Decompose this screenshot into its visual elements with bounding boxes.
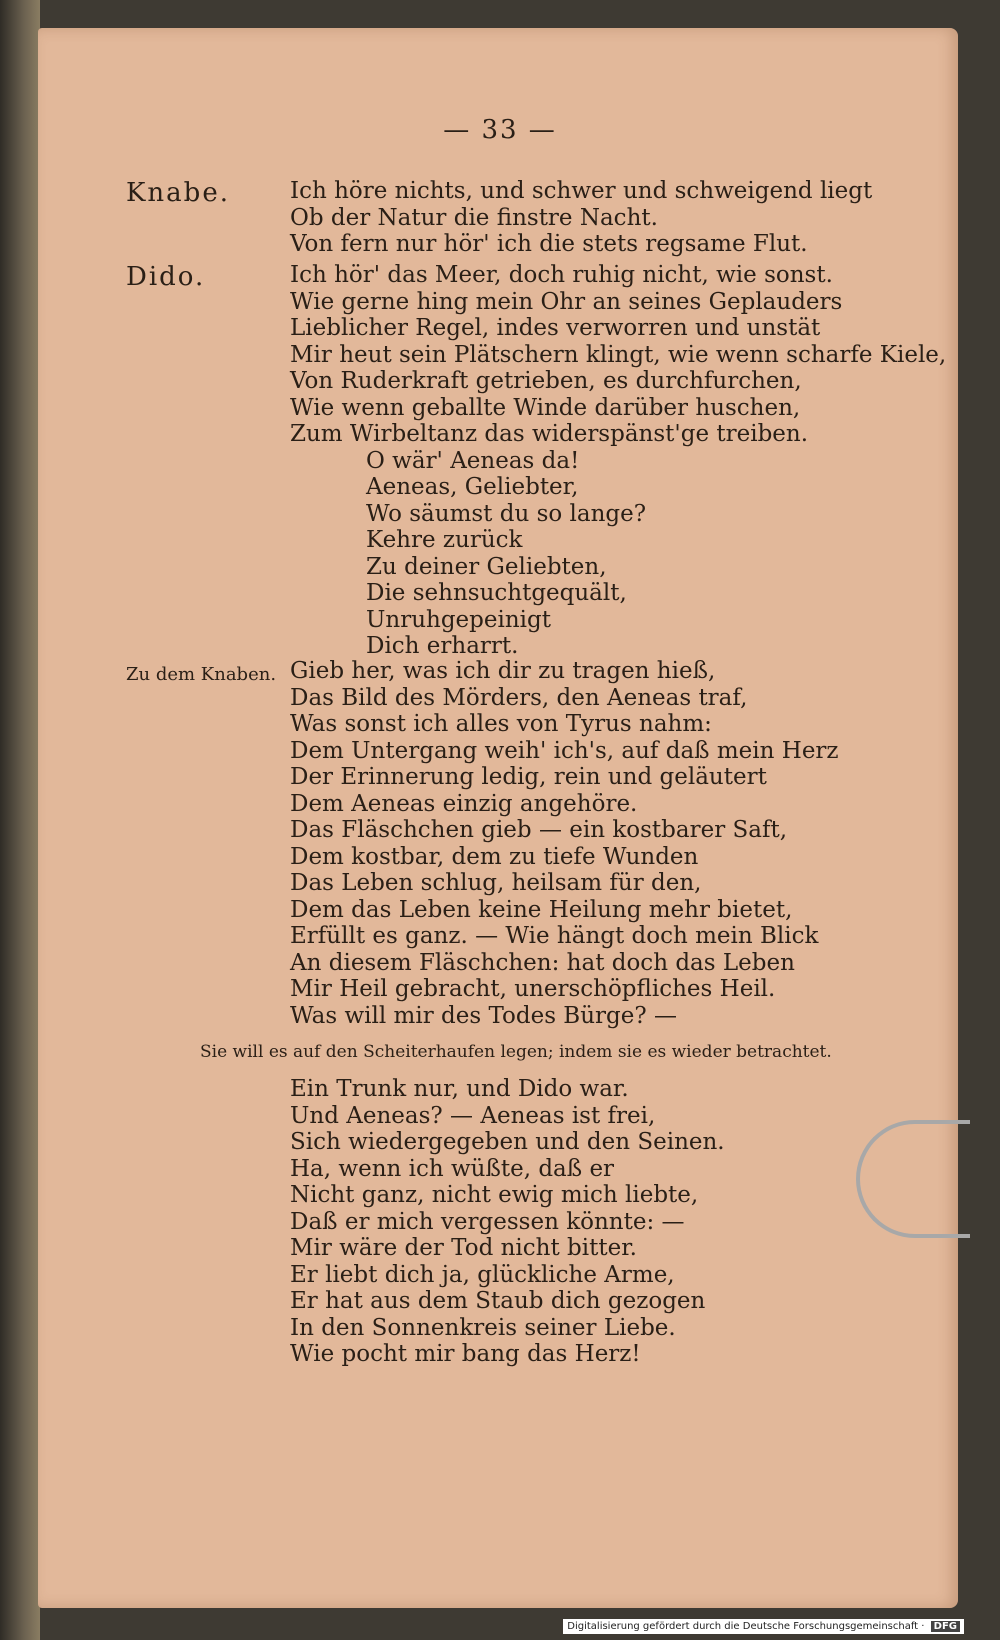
verse-line: Das Leben schlug, heilsam für den, <box>290 870 702 896</box>
section2-lines <box>290 262 946 660</box>
verse-line: Das Fläschchen gieb — ein kostbarer Saft, <box>290 817 788 843</box>
indented-verse-line: Kehre zurück <box>366 527 523 553</box>
verse-line: Sich wiedergegeben und den Seinen. <box>290 1129 725 1155</box>
speaker-knabe: Knabe. <box>126 178 230 208</box>
verse-line: Wie gerne hing mein Ohr an seines Geplauders <box>290 288 843 315</box>
indented-verse-line: O wär' Aeneas da! <box>366 447 580 474</box>
indented-verse-line: Unruhgepeinigt <box>366 606 551 633</box>
verse-line: Wie pocht mir bang das Herz! <box>290 1341 641 1367</box>
speaker-direction-zu-dem-knaben: Zu dem Knaben. <box>126 664 277 685</box>
verse-line: Ha, wenn ich wüßte, daß er <box>290 1155 615 1182</box>
verse-line: Mir heut sein Plätschern klingt, wie wenn scharfe Kiele, <box>290 341 947 368</box>
section3-lines <box>290 658 839 1029</box>
indented-verse-line: Zu deiner Geliebten, <box>366 553 607 580</box>
verse-line: Erfüllt es ganz. — Wie hängt doch mein Blick <box>290 923 819 949</box>
digitization-credit <box>563 1619 964 1634</box>
verse-line: Was sonst ich alles von Tyrus nahm: <box>290 711 712 737</box>
verse-line: Zum Wirbeltanz das widerspänst'ge treiben. <box>290 421 809 447</box>
indented-verse-line: Dich erharrt. <box>366 633 519 659</box>
stage-direction: Sie will es auf den Scheiterhaufen legen; indem sie es wieder betrachtet. <box>200 1042 832 1062</box>
verse-line: Dem Untergang weih' ich's, auf daß mein Herz <box>290 737 839 764</box>
verse-line: Und Aeneas? — Aeneas ist frei, <box>290 1102 656 1129</box>
verse-line: Was will mir des Todes Bürge? — <box>290 1002 677 1029</box>
indented-verse-line: Die sehnsuchtgequält, <box>366 580 627 606</box>
verse-line: Ob der Natur die finstre Nacht. <box>290 204 658 231</box>
verse-line: Von Ruderkraft getrieben, es durchfurchen, <box>290 368 802 394</box>
indented-verse-line: Aeneas, Geliebter, <box>366 474 579 500</box>
page-number: — 33 — <box>443 115 557 145</box>
verse-line: Der Erinnerung ledig, rein und geläutert <box>290 764 767 790</box>
section1-lines <box>290 178 872 258</box>
paper-clip <box>856 1120 970 1238</box>
verse-line: Wie wenn geballte Winde darüber huschen, <box>290 394 801 421</box>
verse-line: Dem kostbar, dem zu tiefe Wunden <box>290 843 699 870</box>
verse-line: Mir Heil gebracht, unerschöpfliches Heil. <box>290 976 776 1002</box>
verse-line: Nicht ganz, nicht ewig mich liebte, <box>290 1182 699 1208</box>
verse-line: Er hat aus dem Staub dich gezogen <box>290 1288 706 1314</box>
verse-line: Gieb her, was ich dir zu tragen hieß, <box>290 658 716 684</box>
verse-line: Ich hör' das Meer, doch ruhig nicht, wie sonst. <box>290 262 833 288</box>
verse-line: An diesem Fläschchen: hat doch das Leben <box>290 949 795 976</box>
verse-line: Daß er mich vergessen könnte: — <box>290 1208 685 1235</box>
verse-line: Lieblicher Regel, indes verworren und unstät <box>290 315 821 341</box>
verse-line: Dem Aeneas einzig angehöre. <box>290 790 638 817</box>
speaker-dido: Dido. <box>126 262 206 292</box>
verse-line: Ein Trunk nur, und Dido war. <box>290 1076 629 1102</box>
book-binding <box>0 0 40 1640</box>
dfg-logo: DFG <box>931 1621 960 1632</box>
verse-line: In den Sonnenkreis seiner Liebe. <box>290 1314 676 1341</box>
indented-verse-line: Wo säumst du so lange? <box>366 500 647 527</box>
verse-line: Dem das Leben keine Heilung mehr bietet, <box>290 896 793 923</box>
verse-line: Mir wäre der Tod nicht bitter. <box>290 1235 637 1261</box>
verse-line: Ich höre nichts, und schwer und schweigend liegt <box>290 178 873 204</box>
verse-line: Von fern nur hör' ich die stets regsame Flut. <box>290 231 808 257</box>
section4-lines <box>290 1076 725 1368</box>
verse-line: Das Bild des Mörders, den Aeneas traf, <box>290 684 748 711</box>
verse-line: Er liebt dich ja, glückliche Arme, <box>290 1261 675 1288</box>
credit-text: Digitalisierung gefördert durch die Deutsche Forschungsgemeinschaft · <box>567 1621 925 1632</box>
